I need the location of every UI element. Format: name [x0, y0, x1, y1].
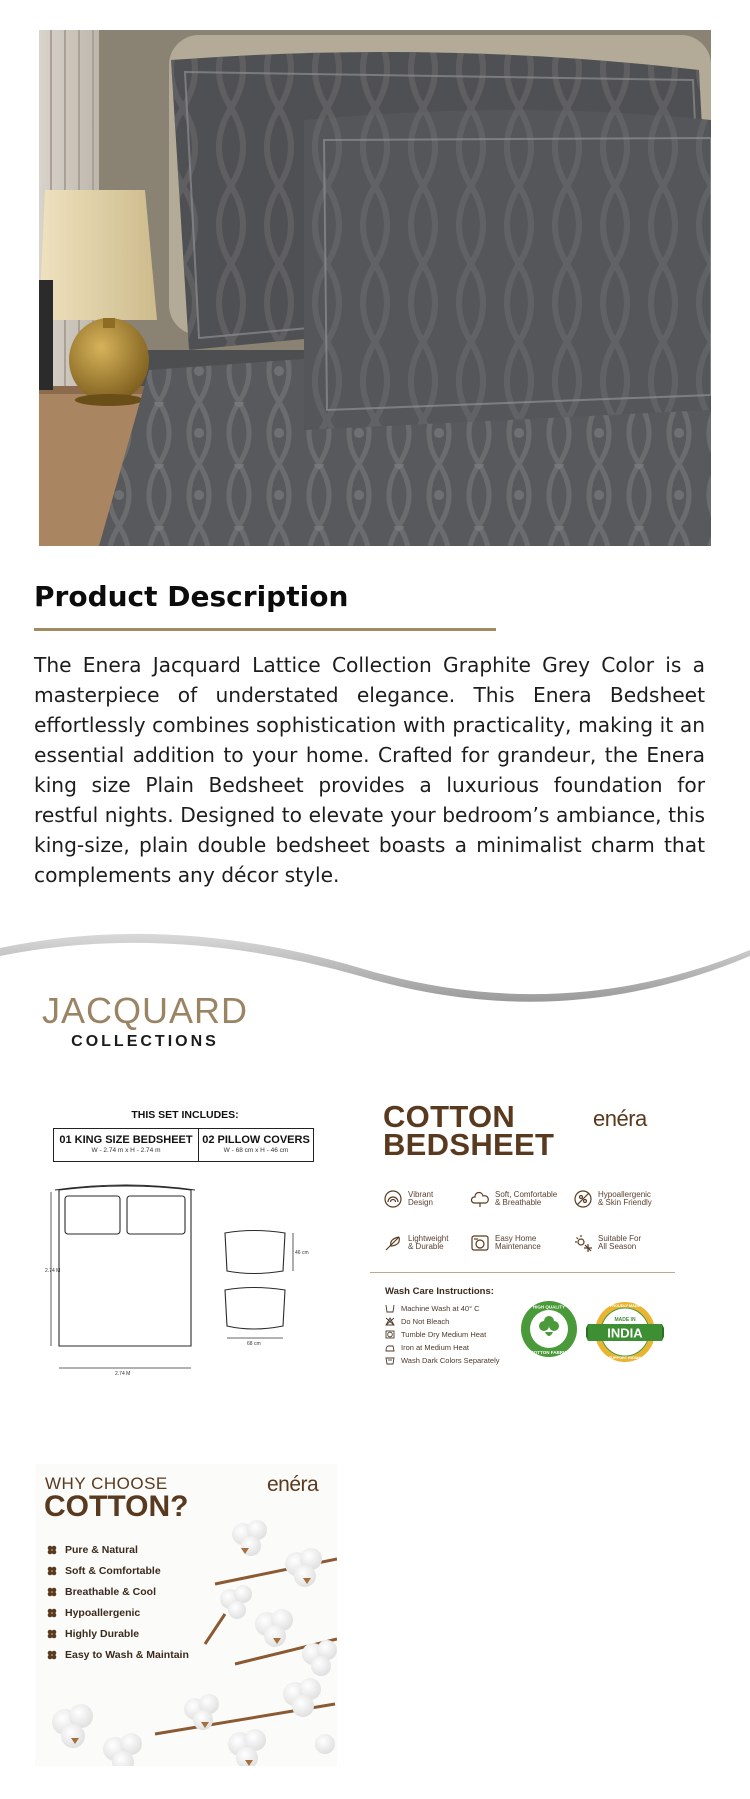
wash-item: [385, 1356, 500, 1365]
title-underline: [34, 628, 496, 631]
cotton-bullet-icon: [47, 1566, 57, 1576]
tumble-dry-icon: [385, 1330, 395, 1339]
machine-wash-icon: [385, 1304, 395, 1313]
wash-item-label: Do Not Bleach: [401, 1317, 450, 1326]
sun-snowflake-icon: [573, 1233, 593, 1253]
feature-easy-care: [470, 1233, 541, 1253]
set-item-label: 02 PILLOW COVERS: [202, 1134, 310, 1146]
set-item-bedsheet: [53, 1128, 199, 1162]
iron-icon: [385, 1343, 395, 1352]
why-cotton-panel: [35, 1464, 337, 1766]
why-item-label: Highly Durable: [65, 1628, 140, 1640]
why-list-item: [47, 1565, 161, 1577]
no-bleach-icon: [385, 1317, 395, 1326]
brand-logo: enéra: [593, 1106, 647, 1131]
wash-item-label: Machine Wash at 40° C: [401, 1304, 480, 1313]
cotton-bullet-icon: [47, 1650, 57, 1660]
set-heading: THIS SET INCLUDES:: [131, 1109, 239, 1121]
feather-icon: [383, 1233, 403, 1253]
sheet-width-label: 2.74 M: [115, 1371, 131, 1377]
feature-label: Soft, Comfortable & Breathable: [495, 1189, 558, 1207]
set-item-dims: W - 2.74 m x H - 2.74 m: [91, 1147, 161, 1154]
product-hero-image: [39, 30, 711, 546]
hypoallergenic-icon: [573, 1189, 593, 1209]
wash-item-label: Wash Dark Colors Separately: [401, 1356, 500, 1365]
cotton-bullet-icon: [47, 1545, 57, 1555]
wash-item-label: Tumble Dry Medium Heat: [401, 1330, 487, 1339]
why-list-item: [47, 1649, 189, 1661]
wash-item: [385, 1330, 486, 1339]
why-item-label: Easy to Wash & Maintain: [65, 1649, 189, 1661]
set-item-dims: W - 68 cm x H - 46 cm: [223, 1147, 289, 1154]
title-line-1: COTTON: [383, 1099, 516, 1134]
wash-item: [385, 1343, 469, 1352]
why-list-item: [47, 1544, 138, 1556]
title-line-2: BEDSHEET: [383, 1127, 555, 1162]
pillow-height-label: 46 cm: [295, 1250, 309, 1256]
wash-item-label: Iron at Medium Heat: [401, 1343, 469, 1352]
badge-india-top: PROUDLY MADE: [609, 1304, 641, 1308]
set-includes-panel: [45, 1100, 345, 1380]
feature-label: Hypoallergenic & Skin Friendly: [598, 1189, 652, 1207]
feature-hypoallergenic: [573, 1189, 652, 1209]
why-list-item: [47, 1628, 139, 1640]
bedroom-photo: [39, 30, 711, 546]
why-heading-large: COTTON?: [44, 1490, 189, 1523]
wash-item: [385, 1317, 449, 1326]
why-list-item: [47, 1586, 156, 1598]
why-heading-small: WHY CHOOSE: [45, 1474, 168, 1493]
badge-india-big: INDIA: [607, 1325, 643, 1341]
wash-care-title: Wash Care Instructions:: [385, 1286, 494, 1297]
cotton-quality-badge: [520, 1300, 578, 1358]
why-item-label: Hypoallergenic: [65, 1607, 141, 1619]
feature-all-season: [573, 1233, 641, 1253]
feature-label: Vibrant Design: [408, 1189, 434, 1207]
pillow-width-label: 68 cm: [247, 1341, 261, 1347]
badge-text-top: HIGH QUALITY: [532, 1304, 566, 1310]
bed-dimension-diagram: [45, 1178, 335, 1378]
made-in-india-badge: [586, 1300, 664, 1364]
cotton-bullet-icon: [47, 1629, 57, 1639]
feature-label: Suitable For All Season: [598, 1233, 642, 1251]
why-list-item: [47, 1607, 140, 1619]
feature-label: Easy Home Maintenance: [495, 1233, 541, 1251]
feature-vibrant: [383, 1189, 433, 1209]
why-item-label: Soft & Comfortable: [65, 1565, 161, 1577]
description-body: The Enera Jacquard Lattice Collection Graphite Grey Color is a masterpiece of understated elegance. This Enera Bedsheet effortlessly combines sophistication with practicality, making it an essential addition to your home. Crafted for grandeur, the Enera king size Plain Bedsheet provides a luxurious foundation for restful nights. Designed to elevate your bedroom’s ambiance, this king-size, plain double bedsheet boasts a minimalist charm that complements any décor style.: [34, 653, 705, 887]
wash-separately-icon: [385, 1356, 395, 1365]
set-item-pillows: [198, 1128, 314, 1162]
cotton-bullet-icon: [47, 1608, 57, 1618]
description-title: Product Description: [34, 580, 349, 613]
badge-india-small: MADE IN: [614, 1317, 636, 1323]
feature-label: Lightweight & Durable: [408, 1233, 449, 1251]
cotton-bullet-icon: [47, 1587, 57, 1597]
collection-title: JACQUARD: [41, 990, 249, 1031]
feature-soft: [470, 1189, 557, 1209]
section-divider: [370, 1272, 675, 1273]
collection-subtitle: COLLECTIONS: [71, 1033, 219, 1050]
why-item-label: Breathable & Cool: [65, 1586, 157, 1598]
cotton-bedsheet-title: [383, 1099, 555, 1162]
cloud-icon: [470, 1189, 490, 1209]
badge-text-bottom: COTTON FABRIC: [530, 1350, 568, 1355]
feature-lightweight: [383, 1233, 448, 1253]
rainbow-icon: [383, 1189, 403, 1209]
set-item-label: 01 KING SIZE BEDSHEET: [59, 1134, 193, 1146]
cotton-bedsheet-panel: [368, 1090, 680, 1380]
why-item-label: Pure & Natural: [65, 1544, 138, 1556]
brand-logo: enéra: [267, 1473, 319, 1496]
wash-item: [385, 1304, 480, 1313]
washing-icon: [470, 1233, 490, 1253]
sheet-height-label: 2.74 M: [45, 1268, 61, 1274]
badge-india-bottom: SUPPORT INDIAN: [608, 1356, 642, 1360]
